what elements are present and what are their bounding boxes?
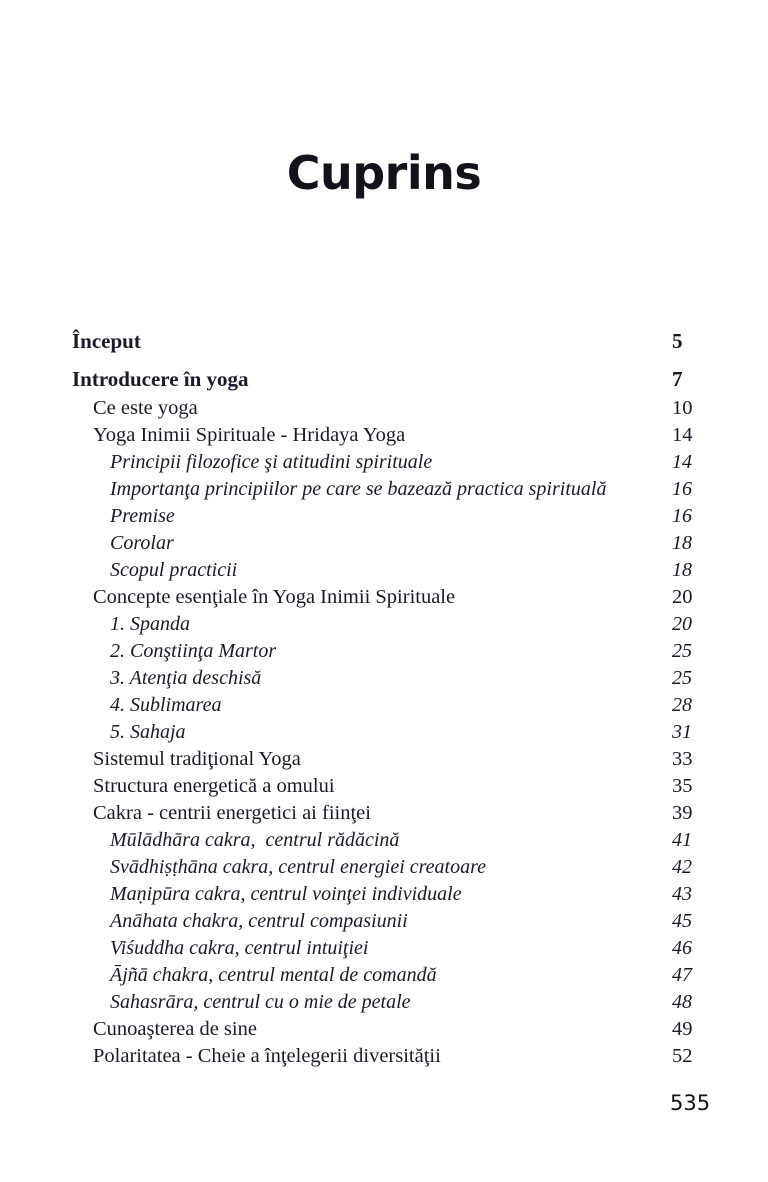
toc-entry-label: Ce este yoga bbox=[93, 397, 198, 419]
toc-entry-label: Importanţa principiilor pe care se bazează practica spirituală bbox=[110, 478, 607, 500]
toc-entry-page-number: 47 bbox=[672, 964, 692, 986]
toc-entry-label: Cakra - centrii energetici ai fiinţei bbox=[93, 802, 371, 824]
toc-entry-label: 1. Spanda bbox=[110, 613, 190, 635]
toc-entry-label: 2. Conştiinţa Martor bbox=[110, 640, 277, 662]
toc-entry-label: 3. Atenţia deschisă bbox=[110, 667, 262, 689]
toc-entry-page-number: 18 bbox=[672, 559, 692, 581]
toc-entry-page-number: 20 bbox=[672, 586, 693, 608]
toc-entry-label: 5. Sahaja bbox=[110, 721, 186, 743]
toc-entry[interactable] bbox=[72, 530, 712, 557]
toc-entry-page-number: 14 bbox=[672, 451, 692, 473]
toc-entry[interactable] bbox=[72, 935, 712, 962]
toc-entry-label: Scopul practicii bbox=[110, 559, 238, 581]
toc-entry[interactable] bbox=[72, 827, 712, 854]
toc-entry[interactable] bbox=[72, 1043, 712, 1070]
toc-entry[interactable] bbox=[72, 325, 712, 357]
toc-entry-page-number: 16 bbox=[672, 478, 692, 500]
toc-entry-label: Concepte esenţiale în Yoga Inimii Spirituale bbox=[93, 586, 456, 608]
toc-entry-label: Premise bbox=[110, 505, 175, 527]
toc-entry-label: Corolar bbox=[110, 532, 174, 554]
toc-entry-label: Yoga Inimii Spirituale - Hridaya Yoga bbox=[93, 424, 406, 446]
toc-entry[interactable] bbox=[72, 773, 712, 800]
toc-entry-page-number: 14 bbox=[672, 424, 693, 446]
toc-entry-label: Ājñā chakra, centrul mental de comandă bbox=[110, 964, 437, 986]
toc-entry-page-number: 31 bbox=[672, 721, 692, 743]
toc-entry-label: Început bbox=[72, 329, 141, 353]
toc-entry[interactable] bbox=[72, 363, 712, 395]
toc-entry-label: 4. Sublimarea bbox=[110, 694, 222, 716]
toc-entry-label: Svādhiṣṭhāna cakra, centrul energiei creatoare bbox=[110, 856, 487, 878]
toc-entry[interactable] bbox=[72, 962, 712, 989]
page-title: Cuprins bbox=[286, 146, 482, 200]
toc-entry-page-number: 41 bbox=[672, 829, 692, 851]
toc-entry-label: Sahasrāra, centrul cu o mie de petale bbox=[110, 991, 411, 1013]
toc-entry[interactable] bbox=[72, 692, 712, 719]
toc-entry-label: Cunoaşterea de sine bbox=[93, 1018, 257, 1040]
toc-entry[interactable] bbox=[72, 422, 712, 449]
toc-entry[interactable] bbox=[72, 611, 712, 638]
toc-entry-label: Maṇipūra cakra, centrul voinţei individuale bbox=[110, 883, 462, 905]
toc-entry[interactable] bbox=[72, 854, 712, 881]
toc-entry-label: Polaritatea - Cheie a înţelegerii diversităţii bbox=[93, 1045, 441, 1067]
toc-entry-label: Structura energetică a omului bbox=[93, 775, 335, 797]
toc-entry[interactable] bbox=[72, 503, 712, 530]
toc-entry-page-number: 25 bbox=[672, 640, 692, 662]
table-of-contents bbox=[72, 325, 712, 1070]
toc-entry[interactable] bbox=[72, 908, 712, 935]
toc-entry-page-number: 43 bbox=[672, 883, 692, 905]
toc-entry[interactable] bbox=[72, 638, 712, 665]
toc-entry-page-number: 52 bbox=[672, 1045, 693, 1067]
toc-entry[interactable] bbox=[72, 476, 712, 503]
toc-entry[interactable] bbox=[72, 800, 712, 827]
toc-entry-page-number: 45 bbox=[672, 910, 692, 932]
toc-entry-label: Anāhata chakra, centrul compasiunii bbox=[110, 910, 408, 932]
toc-entry-page-number: 20 bbox=[672, 613, 692, 635]
toc-entry-label: Mūlādhāra cakra, centrul rădăcină bbox=[110, 829, 400, 851]
toc-entry[interactable] bbox=[72, 665, 712, 692]
toc-entry[interactable] bbox=[72, 395, 712, 422]
toc-entry-page-number: 10 bbox=[672, 397, 693, 419]
toc-entry-label: Sistemul tradiţional Yoga bbox=[93, 748, 301, 770]
toc-entry[interactable] bbox=[72, 449, 712, 476]
toc-entry[interactable] bbox=[72, 557, 712, 584]
toc-entry-label: Introducere în yoga bbox=[72, 367, 249, 391]
toc-entry-label: Principii filozofice şi atitudini spirituale bbox=[110, 451, 433, 473]
toc-entry[interactable] bbox=[72, 719, 712, 746]
toc-entry-page-number: 49 bbox=[672, 1018, 693, 1040]
toc-entry-label: Viśuddha cakra, centrul intuiţiei bbox=[110, 937, 369, 959]
toc-entry-page-number: 48 bbox=[672, 991, 692, 1013]
toc-entry-page-number: 42 bbox=[672, 856, 692, 878]
toc-entry[interactable] bbox=[72, 1016, 712, 1043]
toc-entry-page-number: 16 bbox=[672, 505, 692, 527]
toc-entry-page-number: 5 bbox=[672, 329, 683, 353]
toc-entry-page-number: 35 bbox=[672, 775, 693, 797]
toc-entry[interactable] bbox=[72, 746, 712, 773]
toc-entry-page-number: 18 bbox=[672, 532, 692, 554]
toc-entry-page-number: 25 bbox=[672, 667, 692, 689]
toc-entry-page-number: 33 bbox=[672, 748, 693, 770]
toc-entry[interactable] bbox=[72, 881, 712, 908]
toc-entry-page-number: 28 bbox=[672, 694, 692, 716]
toc-entry[interactable] bbox=[72, 584, 712, 611]
toc-entry[interactable] bbox=[72, 989, 712, 1016]
toc-entry-page-number: 7 bbox=[672, 367, 683, 391]
toc-entry-page-number: 39 bbox=[672, 802, 693, 824]
page-folio-number: 535 bbox=[670, 1091, 711, 1115]
toc-entry-page-number: 46 bbox=[672, 937, 692, 959]
